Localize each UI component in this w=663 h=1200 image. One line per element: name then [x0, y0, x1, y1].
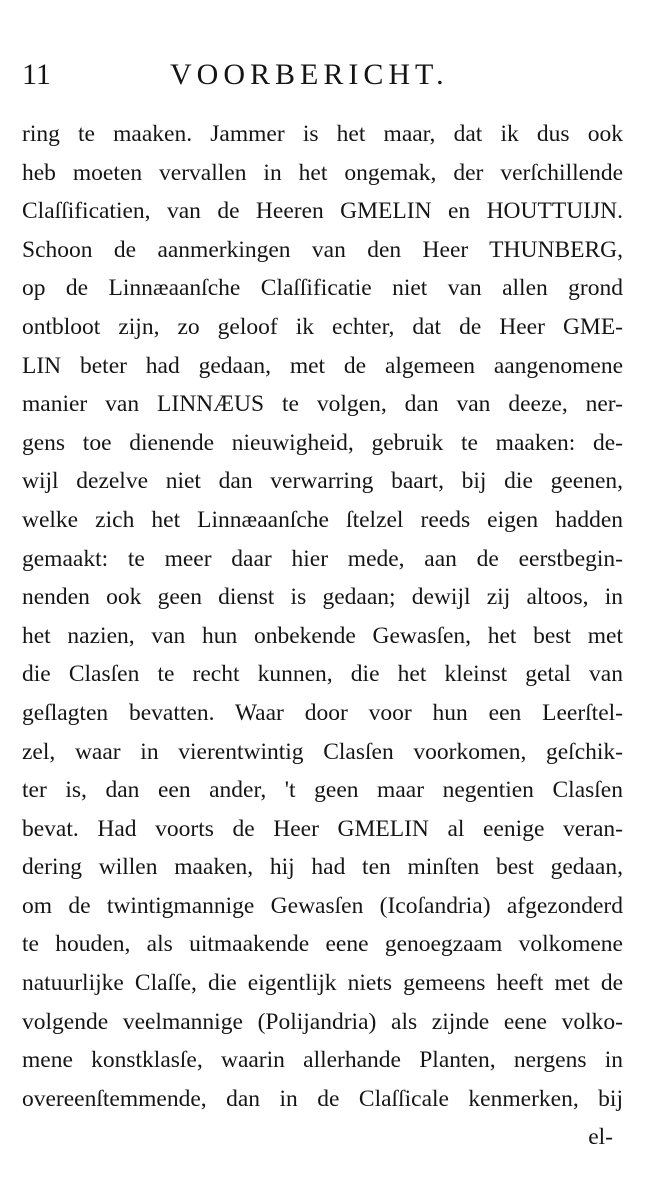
text-line: dering willen maaken, hij had ten minſten best gedaan, — [22, 854, 623, 881]
text-line: Schoon de aanmerkingen van den Heer THUNBERG, — [22, 236, 623, 263]
text-line: zel, waar in vierentwintig Clasſen voorkomen, geſchik- — [22, 738, 623, 765]
text-line: geſlagten bevatten. Waar door voor hun een Leerſtel- — [22, 699, 623, 726]
text-line: natuurlijke Claſſe, die eigentlijk niets gemeens heeft met de — [22, 970, 623, 997]
text-line: Claſſificatien, van de Heeren GMELIN en HOUTTUIJN. — [22, 198, 623, 225]
text-line: het nazien, van hun onbekende Gewasſen, het best met — [22, 622, 623, 649]
text-line: nenden ook geen dienst is gedaan; dewijl zij altoos, in — [22, 584, 623, 611]
text-line: op de Linnæaanſche Claſſificatie niet van allen grond — [22, 275, 623, 302]
text-line: welke zich het Linnæaanſche ſtelzel reeds eigen hadden — [22, 506, 623, 533]
text-line: heb moeten vervallen in het ongemak, der verſchillende — [22, 159, 623, 186]
page-number: 11 — [22, 58, 51, 91]
text-line: manier van LINNÆUS te volgen, dan van deeze, ner- — [22, 391, 623, 418]
text-line: om de twintigmannige Gewasſen (Icoſandria) afgezonderd — [22, 892, 623, 919]
text-line: volgende veelmannige (Polijandria) als zijnde eene volko- — [22, 1008, 623, 1035]
text-line: mene konstklasſe, waarin allerhande Planten, nergens in — [22, 1047, 623, 1074]
page-header — [22, 58, 642, 98]
text-line: gens toe dienende nieuwigheid, gebruik te maaken: de- — [22, 429, 623, 456]
text-line: overeenſtemmende, dan in de Claſſicale kenmerken, bij — [22, 1085, 623, 1112]
text-line: LIN beter had gedaan, met de algemeen aangenomene — [22, 352, 623, 379]
running-title: VOORBERICHT. — [170, 58, 449, 91]
text-line: bevat. Had voorts de Heer GMELIN al eenige veran- — [22, 815, 623, 842]
text-line: te houden, als uitmaakende eene genoegzaam volkomene — [22, 931, 623, 958]
text-line: die Clasſen te recht kunnen, die het kleinst getal van — [22, 661, 623, 688]
text-line: ter is, dan een ander, 't geen maar negentien Clasſen — [22, 777, 623, 804]
text-line: ontbloot zijn, zo geloof ik echter, dat de Heer GME- — [22, 313, 623, 340]
catchword: el- — [588, 1124, 613, 1150]
text-line: wijl dezelve niet dan verwarring baart, bij die geenen, — [22, 468, 623, 495]
body-text — [22, 115, 623, 1118]
text-line: gemaakt: te meer daar hier mede, aan de eerstbegin- — [22, 545, 623, 572]
text-line: ring te maaken. Jammer is het maar, dat ik dus ook — [22, 121, 623, 147]
